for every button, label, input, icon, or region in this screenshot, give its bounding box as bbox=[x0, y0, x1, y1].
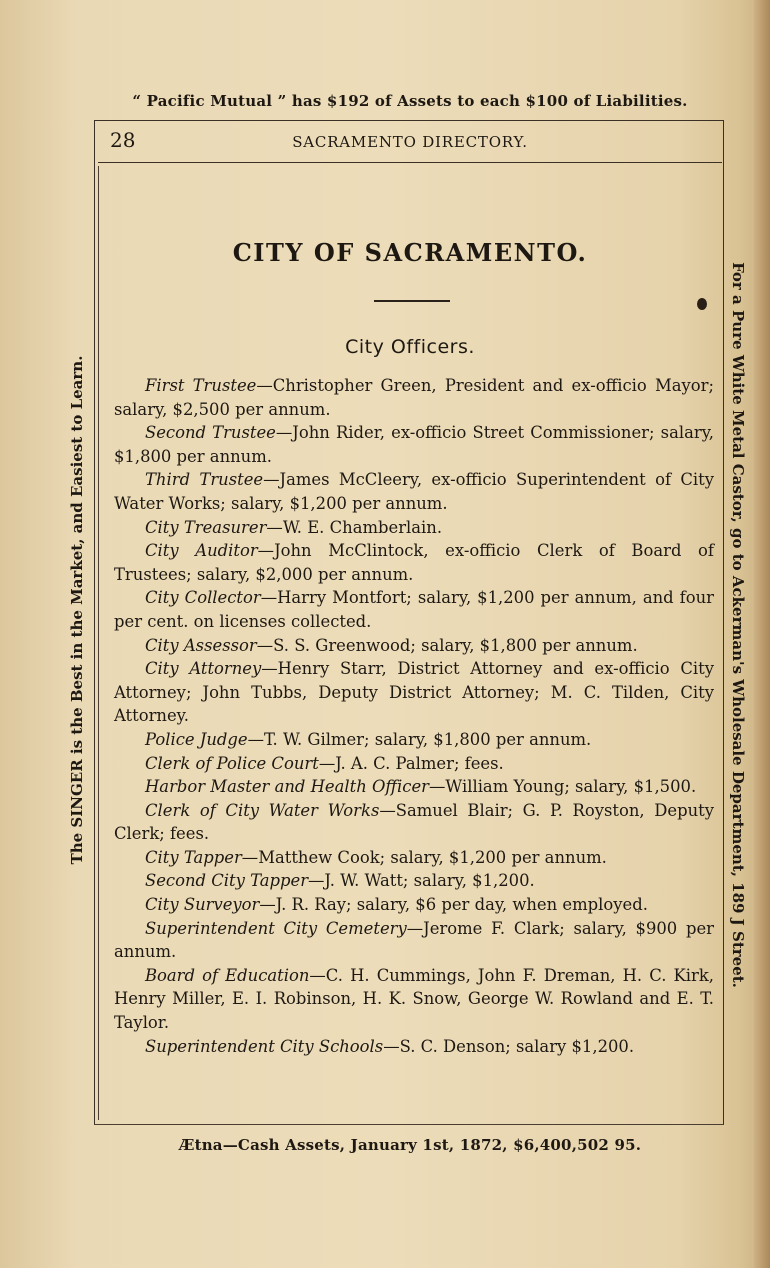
left-advertisement-text: The SINGER is the Best in the Market, and Easiest to Learn. bbox=[68, 355, 86, 865]
officer-role: Second City Tapper bbox=[145, 871, 309, 891]
officer-details: —T. W. Gilmer; salary, $1,800 per annum. bbox=[247, 729, 592, 749]
header-rule bbox=[98, 162, 722, 163]
title-divider bbox=[374, 300, 450, 302]
officer-details: —J. W. Watt; salary, $1,200. bbox=[308, 871, 535, 891]
officer-entry bbox=[114, 799, 714, 846]
officer-entry bbox=[114, 728, 714, 752]
officer-entry bbox=[114, 468, 714, 515]
officer-details: —James McCleery, ex-officio Superintendent of City Water Works; salary, $1,200 per annum. bbox=[114, 470, 714, 513]
officer-details: —J. R. Ray; salary, $6 per day, when employed. bbox=[259, 895, 648, 915]
officer-details: —C. H. Cummings, John F. Dreman, H. C. Kirk, Henry Miller, E. I. Robinson, H. K. Snow, George W. Rowland and E. T. Taylor. bbox=[114, 965, 714, 1033]
running-head: SACRAMENTO DIRECTORY. bbox=[292, 133, 528, 151]
officer-role: Clerk of City Water Works bbox=[145, 800, 380, 820]
officer-role: City Auditor bbox=[145, 541, 258, 561]
officer-details: —S. C. Denson; salary $1,200. bbox=[383, 1036, 635, 1056]
officer-details: —John McClintock, ex-officio Clerk of Board of Trustees; salary, $2,000 per annum. bbox=[114, 541, 714, 584]
frame-inner-bottom-rule bbox=[94, 1124, 724, 1125]
officer-details: —W. E. Chamberlain. bbox=[266, 517, 443, 537]
officer-details: —Harry Montfort; salary, $1,200 per annum, and four per cent. on licenses collected. bbox=[114, 588, 714, 631]
officer-role: City Assessor bbox=[145, 635, 257, 655]
officer-entry bbox=[114, 846, 714, 870]
officer-entry bbox=[114, 893, 714, 917]
officer-details: —Henry Starr, District Attorney and ex-officio City Attorney; John Tubbs, Deputy District Attorney; M. C. Tilden, City Attorney. bbox=[114, 659, 714, 726]
officer-role: Clerk of Police Court bbox=[145, 753, 319, 773]
officer-details: —Samuel Blair; G. P. Royston, Deputy Clerk; fees. bbox=[114, 800, 714, 844]
officer-list bbox=[114, 374, 714, 1058]
officer-role: City Attorney bbox=[145, 659, 262, 679]
officer-role: Board of Education bbox=[145, 965, 310, 985]
officer-entry bbox=[114, 374, 714, 421]
officer-role: Police Judge bbox=[145, 729, 248, 749]
officer-details: —Jerome F. Clark; salary, $900 per annum. bbox=[114, 918, 714, 962]
bottom-advertisement: Ætna—Cash Assets, January 1st, 1872, $6,400,502 95. bbox=[178, 1136, 642, 1154]
section-title: City Officers. bbox=[345, 336, 475, 358]
top-advertisement: “ Pacific Mutual ” has $192 of Assets to each $100 of Liabilities. bbox=[132, 92, 688, 110]
ink-blot bbox=[697, 298, 707, 310]
page-title: CITY OF SACRAMENTO. bbox=[232, 238, 588, 267]
officer-details: —Christopher Green, President and ex-officio Mayor; salary, $2,500 per annum. bbox=[114, 376, 715, 419]
frame-inner-left-rule bbox=[98, 166, 99, 1120]
officer-role: City Tapper bbox=[145, 847, 242, 867]
officer-entry bbox=[114, 752, 714, 776]
officer-entry bbox=[114, 869, 714, 893]
officer-entry bbox=[114, 634, 714, 658]
officer-entry bbox=[114, 539, 714, 586]
officer-entry bbox=[114, 1035, 714, 1059]
officer-entry bbox=[114, 657, 714, 728]
officer-entry bbox=[114, 516, 714, 540]
officer-details: —Matthew Cook; salary, $1,200 per annum. bbox=[241, 847, 607, 867]
officer-role: City Treasurer bbox=[145, 517, 267, 537]
officer-entry bbox=[114, 964, 714, 1035]
officer-role: City Collector bbox=[145, 588, 261, 608]
right-advertisement-text: For a Pure White Metal Castor, go to Ackerman's Wholesale Department, 189 J Street. bbox=[729, 262, 747, 988]
book-edge bbox=[754, 0, 770, 1268]
officer-role: First Trustee bbox=[145, 376, 257, 395]
officer-details: —William Young; salary, $1,500. bbox=[429, 777, 697, 797]
page-number: 28 bbox=[110, 128, 136, 152]
officer-role: Third Trustee bbox=[145, 470, 264, 490]
officer-entry bbox=[114, 421, 714, 468]
officer-entry bbox=[114, 775, 714, 799]
officer-role: Second Trustee bbox=[145, 423, 276, 443]
officer-details: —S. S. Greenwood; salary, $1,800 per annum. bbox=[256, 635, 638, 655]
officer-details: —John Rider, ex-officio Street Commissioner; salary, $1,800 per annum. bbox=[114, 423, 714, 466]
officer-role: City Surveyor bbox=[145, 895, 260, 915]
officer-details: —J. A. C. Palmer; fees. bbox=[318, 753, 504, 773]
officer-role: Harbor Master and Health Officer bbox=[145, 777, 430, 797]
officer-role: Superintendent City Cemetery bbox=[145, 918, 407, 938]
officer-entry bbox=[114, 917, 714, 964]
officer-role: Superintendent City Schools bbox=[145, 1036, 384, 1056]
officer-entry bbox=[114, 586, 714, 633]
